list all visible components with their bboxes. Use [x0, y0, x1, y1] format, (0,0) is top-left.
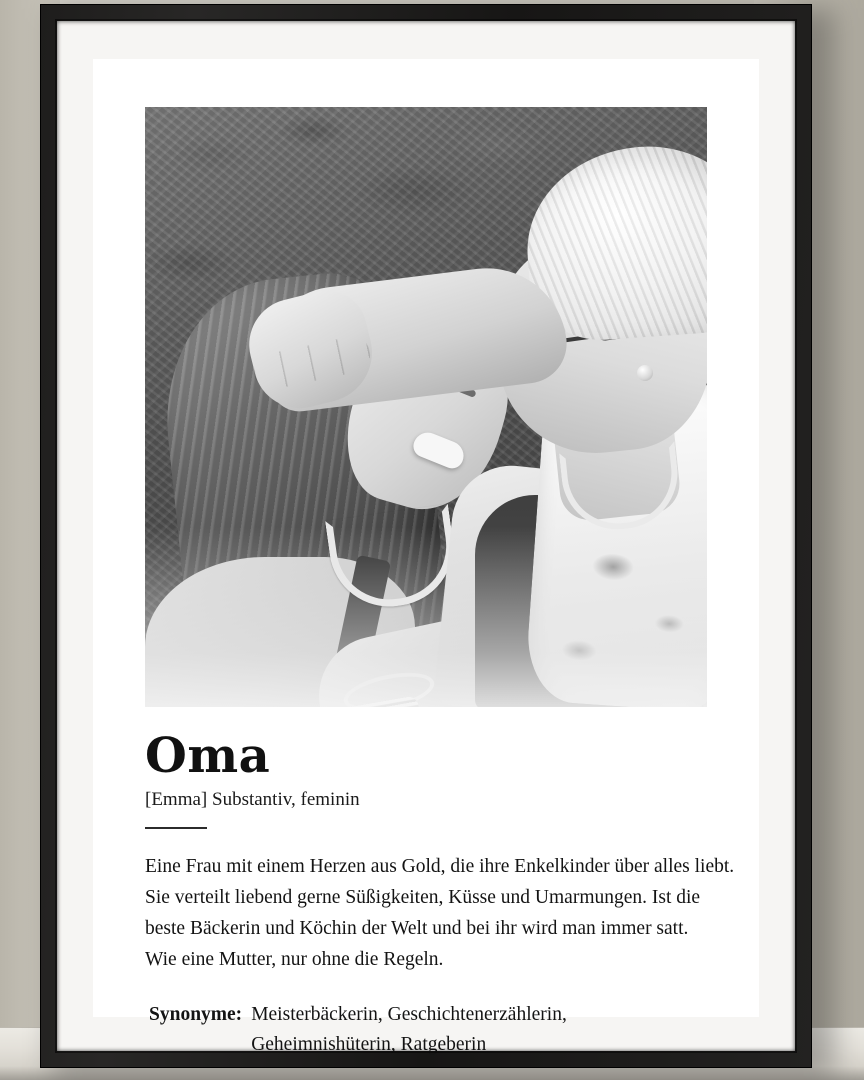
- synonyms-label: Synonyme:: [149, 1003, 243, 1025]
- definition-line-2: Sie verteilt liebend gerne Süßigkeiten, Küsse und Umarmungen. Ist die: [145, 887, 701, 909]
- passepartout-mat: [57, 21, 795, 1056]
- definition-line-1: Eine Frau mit einem Herzen aus Gold, die ihre Enkelkinder über alles liebt.: [145, 855, 735, 877]
- poster-text-block: [145, 707, 735, 1061]
- definition-line-3: beste Bäckerin und Köchin der Welt und bei ihr wird man immer satt.: [145, 918, 689, 940]
- headword: Oma: [145, 728, 271, 784]
- synonyms-values: Meisterbäckerin, Geschichtenerzählerin, Geheimnishüterin, Ratgeberin: [251, 1003, 567, 1056]
- definition-text: [145, 851, 735, 976]
- picture-frame: [40, 4, 812, 1068]
- portrait-photo: [145, 107, 707, 707]
- photo-bottom-light: [145, 527, 707, 707]
- synonyms-row: [145, 1000, 707, 1062]
- definition-poster: [93, 59, 759, 1056]
- definition-line-4: Wie eine Mutter, nur ohne die Regeln.: [145, 949, 444, 971]
- headword-subline: [Emma] Substantiv, feminin: [145, 788, 360, 810]
- grandmother-earring: [637, 365, 653, 381]
- divider-rule: [145, 827, 207, 829]
